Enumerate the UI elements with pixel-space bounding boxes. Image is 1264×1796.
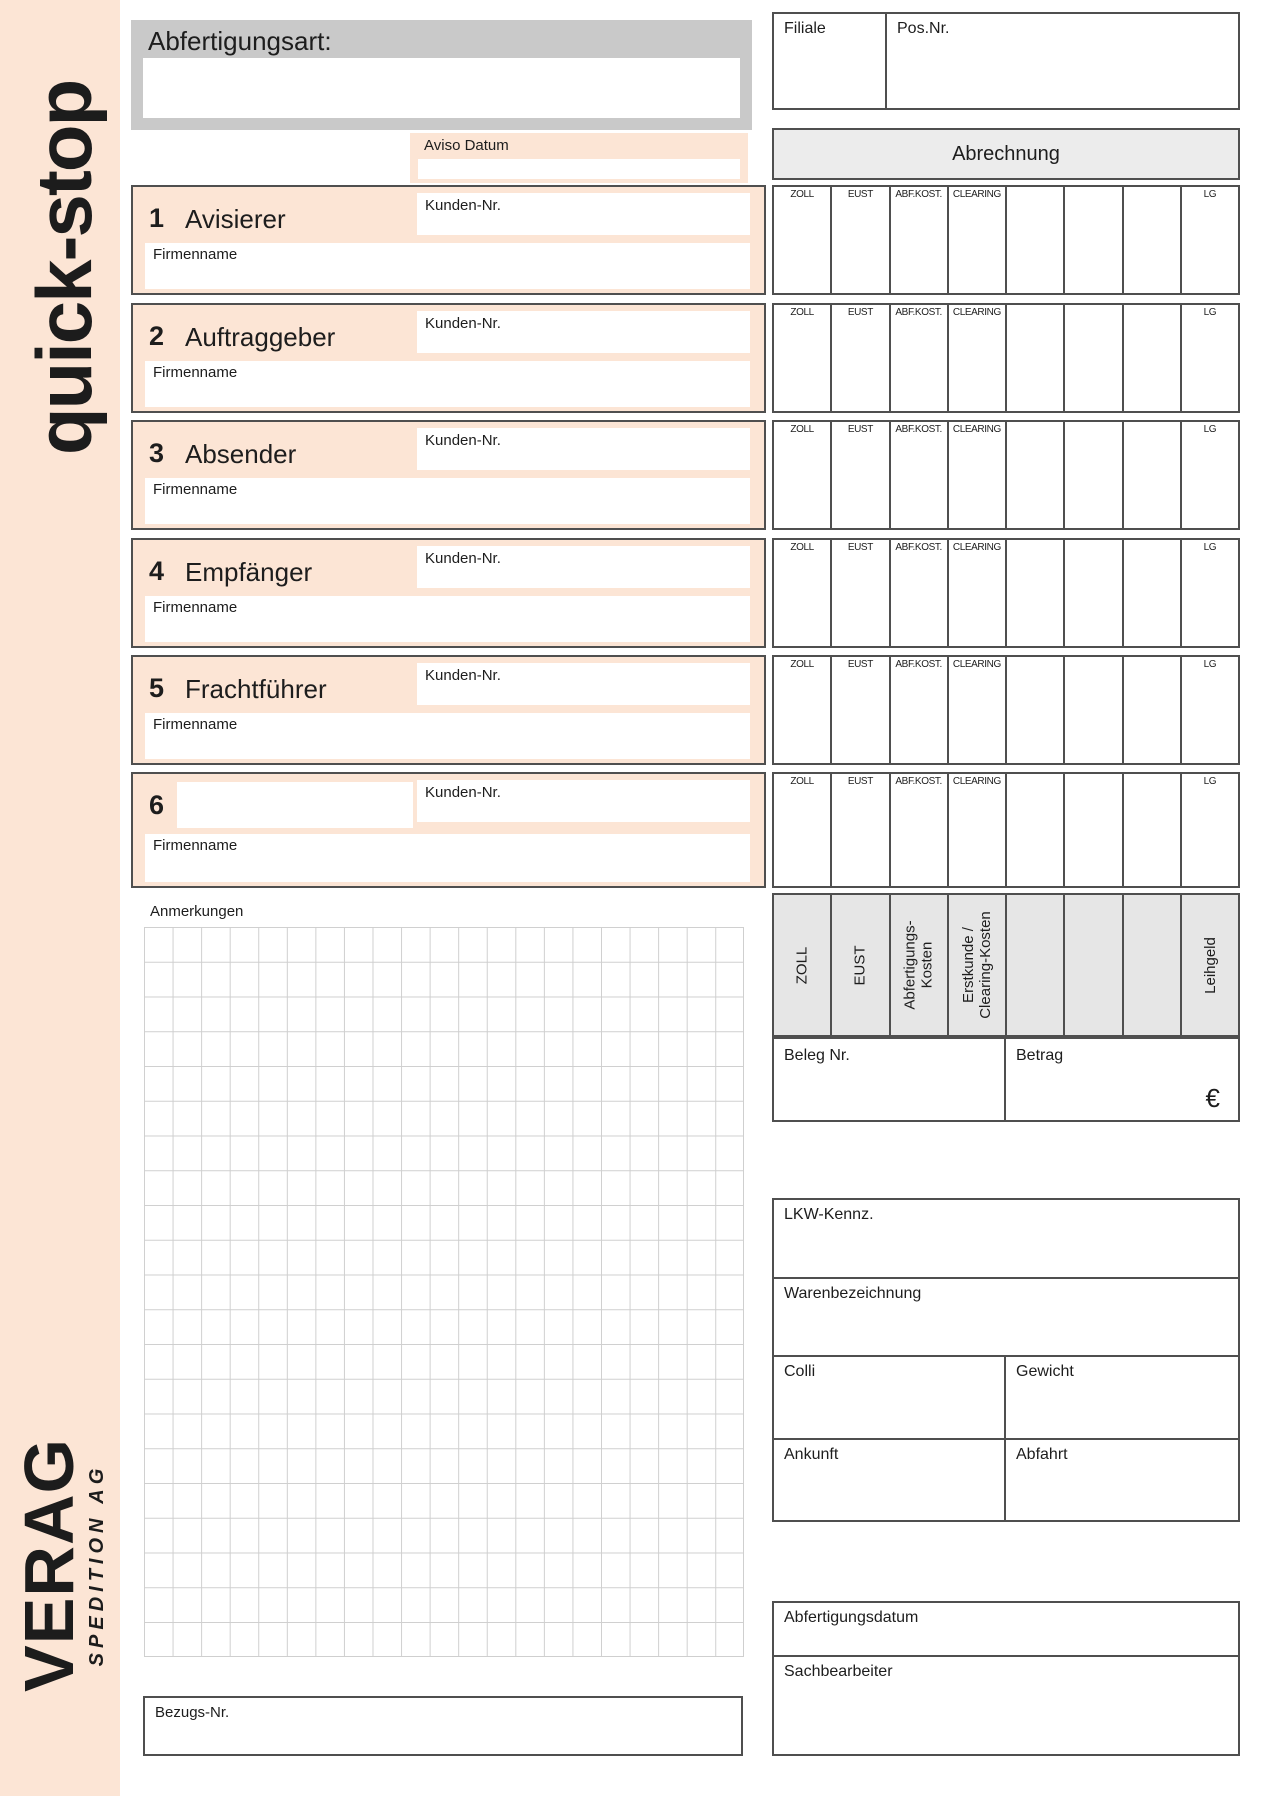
- kunden-nr-input[interactable]: [417, 428, 750, 470]
- footer-label-cell: [832, 895, 890, 1035]
- rotated-label-wrap: [891, 895, 947, 1035]
- kunden-nr-label: Kunden-Nr.: [425, 315, 501, 332]
- kunden-nr-input[interactable]: [417, 546, 750, 588]
- ankunft-abfahrt-row: [774, 1440, 1238, 1521]
- abrechnung-cell[interactable]: [1065, 774, 1123, 886]
- filiale-field[interactable]: [774, 14, 887, 108]
- abfahrt-label: Abfahrt: [1016, 1445, 1068, 1463]
- abrechnung-row: [772, 538, 1240, 648]
- pos-nr-label: Pos.Nr.: [897, 20, 950, 37]
- euro-symbol: €: [1205, 1083, 1220, 1113]
- abrechnung-cell[interactable]: [891, 657, 949, 763]
- abfertigungsart-input[interactable]: [143, 58, 740, 118]
- abrechnung-cell[interactable]: [1182, 422, 1238, 528]
- section-number: 4: [149, 556, 165, 586]
- abfahrt-field[interactable]: [1006, 1440, 1238, 1521]
- footer-label-cell: [1065, 895, 1123, 1035]
- bezugs-nr-label: Bezugs-Nr.: [155, 1704, 230, 1721]
- abfertigungsdatum-field[interactable]: [774, 1603, 1238, 1657]
- section-empfaenger: [131, 538, 766, 648]
- section-number: 2: [149, 321, 165, 351]
- betrag-label: Betrag: [1016, 1047, 1064, 1064]
- abrechnung-cell[interactable]: [774, 305, 832, 411]
- abrechnung-row: [772, 420, 1240, 530]
- lkw-kennz-label: LKW-Kennz.: [784, 1206, 874, 1223]
- section-number: 5: [149, 673, 165, 703]
- column-label: LG: [1203, 424, 1217, 435]
- anmerkungen-grid[interactable]: [144, 927, 744, 1657]
- column-label: ABF.KOST.: [895, 424, 942, 435]
- abrechnung-cell[interactable]: [1124, 657, 1182, 763]
- section-avisierer: [131, 185, 766, 295]
- section-number: 3: [149, 438, 165, 468]
- abrechnung-cell[interactable]: [832, 187, 890, 293]
- firmenname-input[interactable]: [145, 713, 750, 759]
- abrechnung-cell[interactable]: [832, 774, 890, 886]
- abrechnung-cell[interactable]: [1182, 540, 1238, 646]
- abfertigungsart-block: [131, 20, 752, 130]
- abrechnung-cell[interactable]: [1007, 774, 1065, 886]
- abrechnung-cell[interactable]: [949, 774, 1007, 886]
- firmenname-input[interactable]: [145, 361, 750, 407]
- footer-label-cell: [1007, 895, 1065, 1035]
- column-label: CLEARING: [952, 189, 1001, 200]
- abrechnung-cell[interactable]: [1182, 187, 1238, 293]
- abrechnung-cell[interactable]: [1124, 187, 1182, 293]
- abrechnung-row: [772, 185, 1240, 295]
- column-label: ABF.KOST.: [895, 542, 942, 553]
- bezugs-nr-field[interactable]: [143, 1696, 743, 1756]
- footer-label-cell: [1124, 895, 1182, 1035]
- column-label: LG: [1203, 776, 1217, 787]
- column-label: ZOLL: [790, 424, 814, 435]
- gewicht-field[interactable]: [1006, 1357, 1238, 1438]
- column-label: EUST: [847, 189, 873, 200]
- lkw-kennz-field[interactable]: [774, 1200, 1238, 1279]
- section-label: Empfänger: [185, 557, 313, 587]
- kunden-nr-label: Kunden-Nr.: [425, 550, 501, 567]
- abrechnung-cell[interactable]: [949, 657, 1007, 763]
- rotated-label-wrap: [949, 895, 1005, 1035]
- footer-label-cell: [774, 895, 832, 1035]
- section-label: Avisierer: [185, 204, 286, 234]
- abrechnung-cell[interactable]: [891, 187, 949, 293]
- abfertigungsart-label: Abfertigungsart:: [148, 26, 332, 56]
- pos-nr-field[interactable]: [887, 14, 1238, 108]
- warenbezeichnung-label: Warenbezeichnung: [784, 1285, 922, 1302]
- abrechnung-cell[interactable]: [949, 305, 1007, 411]
- column-label: ZOLL: [790, 659, 814, 670]
- kunden-nr-label: Kunden-Nr.: [425, 432, 501, 449]
- kunden-nr-input[interactable]: [417, 193, 750, 235]
- column-label: ZOLL: [790, 189, 814, 200]
- brand-logo-vertical: quick-stop: [20, 80, 108, 456]
- section-frachtfuehrer: [131, 655, 766, 765]
- company-name: VERAG: [10, 1438, 88, 1692]
- gewicht-label: Gewicht: [1016, 1363, 1074, 1380]
- column-label: EUST: [847, 659, 873, 670]
- column-label: CLEARING: [952, 424, 1001, 435]
- beleg-nr-label: Beleg Nr.: [784, 1047, 850, 1064]
- abrechnung-cell[interactable]: [1124, 305, 1182, 411]
- rotated-label-wrap: [1182, 895, 1238, 1035]
- aviso-datum-input[interactable]: [418, 159, 740, 179]
- abrechnung-cell[interactable]: [774, 187, 832, 293]
- column-label: LG: [1203, 307, 1217, 318]
- column-label: LG: [1203, 189, 1217, 200]
- firmenname-input[interactable]: [145, 834, 750, 882]
- section-number: 1: [149, 203, 165, 233]
- beleg-betrag-box: [772, 1037, 1240, 1122]
- column-label: CLEARING: [952, 307, 1001, 318]
- kunden-nr-input[interactable]: [417, 663, 750, 705]
- abrechnung-cell[interactable]: [1182, 657, 1238, 763]
- firmenname-label: Firmenname: [153, 481, 238, 498]
- column-label: ZOLL: [790, 307, 814, 318]
- beleg-nr-field[interactable]: [774, 1039, 1006, 1120]
- column-label: ABF.KOST.: [895, 659, 942, 670]
- section-absender: [131, 420, 766, 530]
- column-label: ABF.KOST.: [895, 189, 942, 200]
- firmenname-label: Firmenname: [153, 716, 238, 733]
- rotated-label-wrap: [774, 895, 830, 1035]
- abrechnung-cell[interactable]: [891, 305, 949, 411]
- kunden-nr-label: Kunden-Nr.: [425, 197, 501, 214]
- kunden-nr-label: Kunden-Nr.: [425, 667, 501, 684]
- abrechnung-cell[interactable]: [949, 187, 1007, 293]
- abrechnung-cell[interactable]: [1065, 540, 1123, 646]
- abrechnung-cell[interactable]: [891, 540, 949, 646]
- firmenname-label: Firmenname: [153, 837, 238, 854]
- abrechnung-cell[interactable]: [832, 305, 890, 411]
- column-label: CLEARING: [952, 659, 1001, 670]
- section-auftraggeber: [131, 303, 766, 413]
- abrechnung-cell[interactable]: [774, 540, 832, 646]
- column-label: CLEARING: [952, 776, 1001, 787]
- column-label: LG: [1203, 542, 1217, 553]
- kunden-nr-label: Kunden-Nr.: [425, 784, 501, 801]
- abrechnung-cell[interactable]: [1007, 187, 1065, 293]
- aviso-datum-block: [410, 133, 748, 183]
- ankunft-label: Ankunft: [784, 1445, 839, 1463]
- betrag-field[interactable]: [1006, 1039, 1238, 1120]
- company-subtitle: SPEDITION AG: [86, 1463, 108, 1667]
- filiale-label: Filiale: [784, 20, 826, 37]
- column-label: ZOLL: [790, 776, 814, 787]
- sachbearbeiter-field[interactable]: [774, 1657, 1238, 1754]
- abrechnung-row: [772, 772, 1240, 888]
- abrechnung-cell[interactable]: [832, 422, 890, 528]
- footer-label-cell: [949, 895, 1007, 1035]
- ankunft-field[interactable]: [774, 1440, 1006, 1521]
- colli-label: Colli: [784, 1363, 816, 1380]
- abrechnung-cell[interactable]: [774, 657, 832, 763]
- shipment-box: [772, 1198, 1240, 1522]
- kunden-nr-input[interactable]: [417, 311, 750, 353]
- abrechnung-cell[interactable]: [1065, 422, 1123, 528]
- abrechnung-cell[interactable]: [891, 422, 949, 528]
- column-label: EUST: [847, 542, 873, 553]
- abrechnung-cell[interactable]: [774, 422, 832, 528]
- rotated-label: Abfertigungs- Kosten: [901, 920, 936, 1010]
- section-number: 6: [149, 790, 165, 820]
- rotated-label: EUST: [851, 944, 869, 986]
- footer-label-cell: [891, 895, 949, 1035]
- column-label: ZOLL: [790, 542, 814, 553]
- abrechnung-cell[interactable]: [1065, 305, 1123, 411]
- abrechnung-title: Abrechnung: [772, 128, 1240, 180]
- abrechnung-cell[interactable]: [774, 774, 832, 886]
- kunden-nr-input[interactable]: [417, 780, 750, 822]
- abrechnung-row: [772, 303, 1240, 413]
- section-label: Frachtführer: [185, 674, 327, 704]
- section-six: [131, 772, 766, 888]
- colli-field[interactable]: [774, 1357, 1006, 1438]
- abrechnung-footer-row: [772, 893, 1240, 1037]
- section-label: Auftraggeber: [185, 322, 336, 352]
- abrechnung-cell[interactable]: [832, 657, 890, 763]
- abrechnung-cell[interactable]: [1124, 774, 1182, 886]
- aviso-datum-label: Aviso Datum: [424, 137, 509, 154]
- filiale-posnr-box: [772, 12, 1240, 110]
- abrechnung-cell[interactable]: [1007, 422, 1065, 528]
- abrechnung-cell[interactable]: [891, 774, 949, 886]
- firmenname-label: Firmenname: [153, 364, 238, 381]
- abrechnung-cell[interactable]: [1007, 305, 1065, 411]
- column-label: LG: [1203, 659, 1217, 670]
- anmerkungen-label: Anmerkungen: [150, 903, 244, 920]
- warenbezeichnung-field[interactable]: [774, 1279, 1238, 1357]
- rotated-label: Erstkunde / Clearing-Kosten: [959, 911, 994, 1019]
- section-role-input[interactable]: [177, 782, 413, 828]
- rotated-label: ZOLL: [793, 946, 811, 984]
- abrechnung-cell[interactable]: [1007, 657, 1065, 763]
- firmenname-input[interactable]: [145, 596, 750, 642]
- firmenname-input[interactable]: [145, 243, 750, 289]
- abrechnung-row: [772, 655, 1240, 765]
- company-logo-vertical: [10, 1405, 114, 1725]
- section-label: Absender: [185, 439, 297, 469]
- abrechnung-cell[interactable]: [1124, 540, 1182, 646]
- column-label: CLEARING: [952, 542, 1001, 553]
- column-label: ABF.KOST.: [895, 307, 942, 318]
- firmenname-input[interactable]: [145, 478, 750, 524]
- abrechnung-cell[interactable]: [949, 422, 1007, 528]
- column-label: EUST: [847, 307, 873, 318]
- column-label: EUST: [847, 776, 873, 787]
- abrechnung-cell[interactable]: [832, 540, 890, 646]
- rotated-label-wrap: [832, 895, 888, 1035]
- abrechnung-cell[interactable]: [1065, 187, 1123, 293]
- abfertigungsdatum-label: Abfertigungsdatum: [784, 1609, 919, 1626]
- abrechnung-cell[interactable]: [949, 540, 1007, 646]
- colli-gewicht-row: [774, 1357, 1238, 1440]
- processing-box: [772, 1601, 1240, 1756]
- abrechnung-cell[interactable]: [1182, 305, 1238, 411]
- column-label: EUST: [847, 424, 873, 435]
- abrechnung-cell[interactable]: [1182, 774, 1238, 886]
- abrechnung-cell[interactable]: [1065, 657, 1123, 763]
- abrechnung-cell[interactable]: [1124, 422, 1182, 528]
- sachbearbeiter-label: Sachbearbeiter: [784, 1663, 893, 1680]
- firmenname-label: Firmenname: [153, 246, 238, 263]
- rotated-label: Leihgeld: [1201, 936, 1219, 994]
- firmenname-label: Firmenname: [153, 599, 238, 616]
- footer-label-cell: [1182, 895, 1238, 1035]
- abrechnung-cell[interactable]: [1007, 540, 1065, 646]
- column-label: ABF.KOST.: [895, 776, 942, 787]
